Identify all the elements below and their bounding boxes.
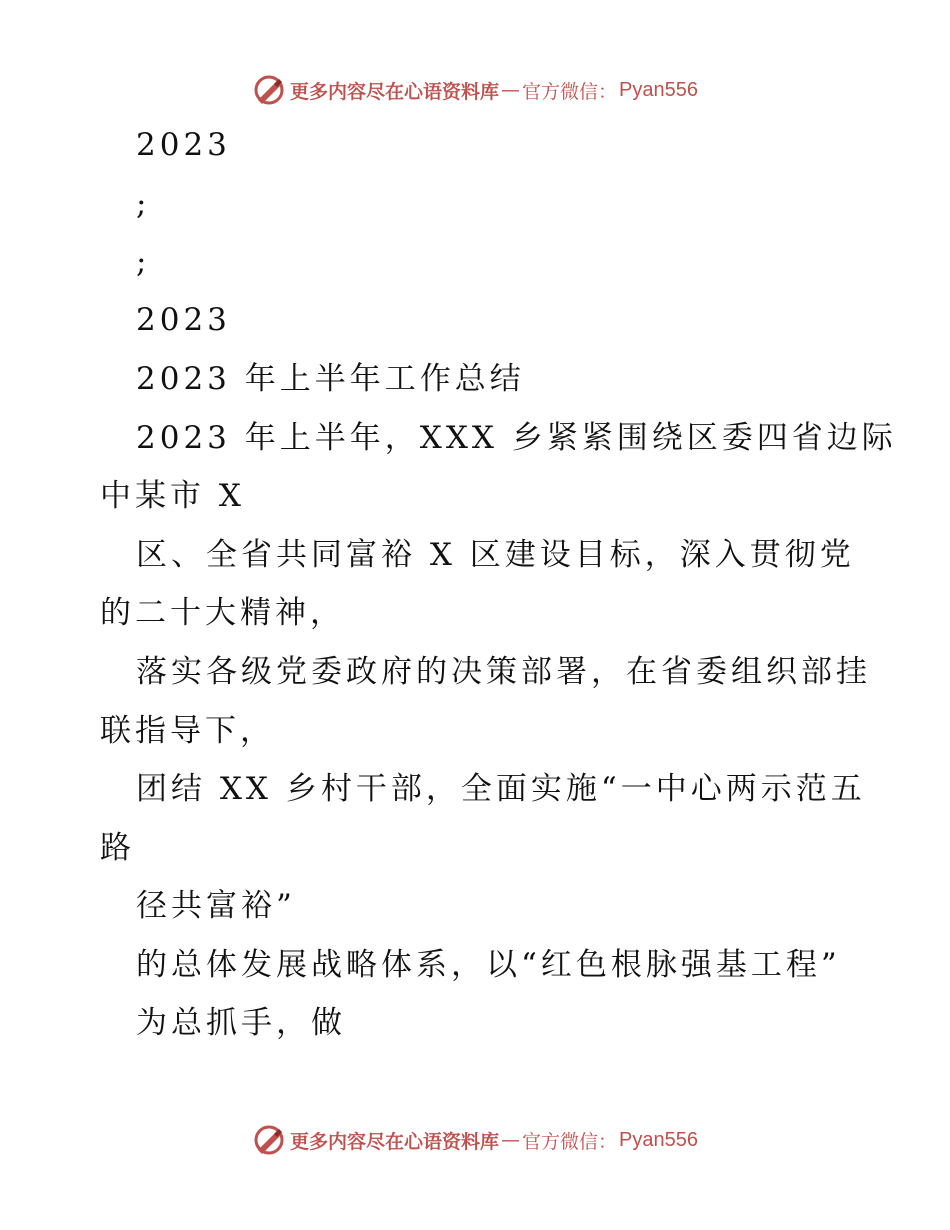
watermark-dash: — xyxy=(501,1129,521,1151)
watermark-id: Pyan556 xyxy=(619,78,698,101)
pen-logo-icon xyxy=(252,73,286,107)
watermark-text: 更多内容尽在心语资料库 xyxy=(290,1130,500,1153)
watermark-dash: — xyxy=(501,79,521,101)
watermark-official: 官方微信： xyxy=(522,1130,618,1153)
text-line: 中某市 X xyxy=(100,478,245,514)
text-line: 2023 xyxy=(136,127,231,163)
text-line: 联指导下， xyxy=(100,713,275,749)
text-line: 为总抓手，做 xyxy=(136,1005,346,1041)
text-line: 的总体发展战略体系，以“红色根脉强基工程” xyxy=(136,947,841,983)
watermark-text: 更多内容尽在心语资料库 xyxy=(290,80,500,103)
pen-logo-icon xyxy=(252,1123,286,1157)
text-line: 2023 年上半年工作总结 xyxy=(136,361,525,397)
text-line: 团结 XX 乡村干部，全面实施“一中心两示范五 xyxy=(136,771,866,807)
text-line: 2023 xyxy=(136,302,231,338)
text-line: 2023 年上半年，XXX 乡紧紧围绕区委四省边际 xyxy=(136,420,897,456)
watermark-id: Pyan556 xyxy=(619,1128,698,1151)
text-line: 的二十大精神， xyxy=(100,595,345,631)
text-line: ; xyxy=(136,186,151,222)
footer-watermark xyxy=(0,1120,950,1160)
text-line: 区、全省共同富裕 X 区建设目标，深入贯彻党 xyxy=(136,537,855,573)
header-watermark xyxy=(0,70,950,110)
watermark-official: 官方微信： xyxy=(522,80,618,103)
text-line: 路 xyxy=(100,830,135,866)
text-line: ; xyxy=(136,244,151,280)
text-line: 落实各级党委政府的决策部署，在省委组织部挂 xyxy=(136,654,871,690)
text-line: 径共富裕” xyxy=(136,888,296,924)
